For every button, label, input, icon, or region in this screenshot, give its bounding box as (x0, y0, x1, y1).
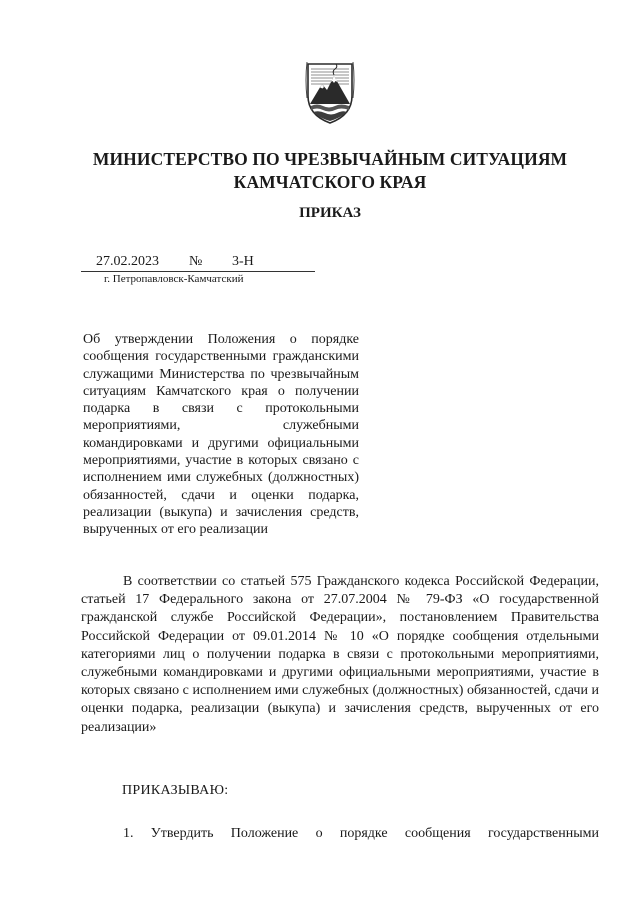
ministry-title-line2: КАМЧАТСКОГО КРАЯ (233, 172, 427, 192)
ministry-title-line1: МИНИСТЕРСТВО ПО ЧРЕЗВЫЧАЙНЫМ СИТУАЦИЯМ (92, 149, 568, 169)
document-number: 3-Н (232, 254, 254, 269)
city-name: г. Петропавловск-Камчатский (104, 273, 244, 285)
date-number-underline (81, 271, 315, 272)
document-type: ПРИКАЗ (299, 205, 361, 221)
number-sign: № (189, 254, 203, 269)
document-date: 27.02.2023 (96, 254, 159, 269)
ministry-title (60, 148, 600, 194)
preamble-paragraph: В соответствии со статьей 575 Гражданского кодекса Российской Федерации, статьей 17 Федерального закона от 27.07.2004 № 79-ФЗ «О государственной гражданской службе Российской Федерации», постановлением Правительства Российской Федерации от 09.01.2014 № 10 «О порядке сообщения отдельными категориями лиц о получении подарка в связи с протокольными мероприятиями, служебными командировками и другими официальными мероприятиями, участие в которых связано с исполнением ими служебных (должностных) обязанностей, сдачи и оценки подарка, реализации (выкупа) и зачисления средств, вырученных от его реализации» (81, 574, 599, 735)
document-subject: Об утверждении Положения о порядке сообщения государственными гражданскими служащими Министерства по чрезвычайным ситуациям Камчатского края о получении подарка в связи с протокольными мероприятиями, служебными командировками и другими официальными мероприятиями, участие в которых связано с исполнением ими служебных (должностных) обязанностей, сдачи и оценки подарка, реализации (выкупа) и зачисления средств, вырученных от его реализации (83, 332, 359, 538)
kamchatka-coat-of-arms-icon (305, 60, 355, 125)
order-item-1: 1. Утвердить Положение о порядке сообщения государственными (123, 826, 599, 841)
order-word: ПРИКАЗЫВАЮ: (122, 783, 229, 798)
